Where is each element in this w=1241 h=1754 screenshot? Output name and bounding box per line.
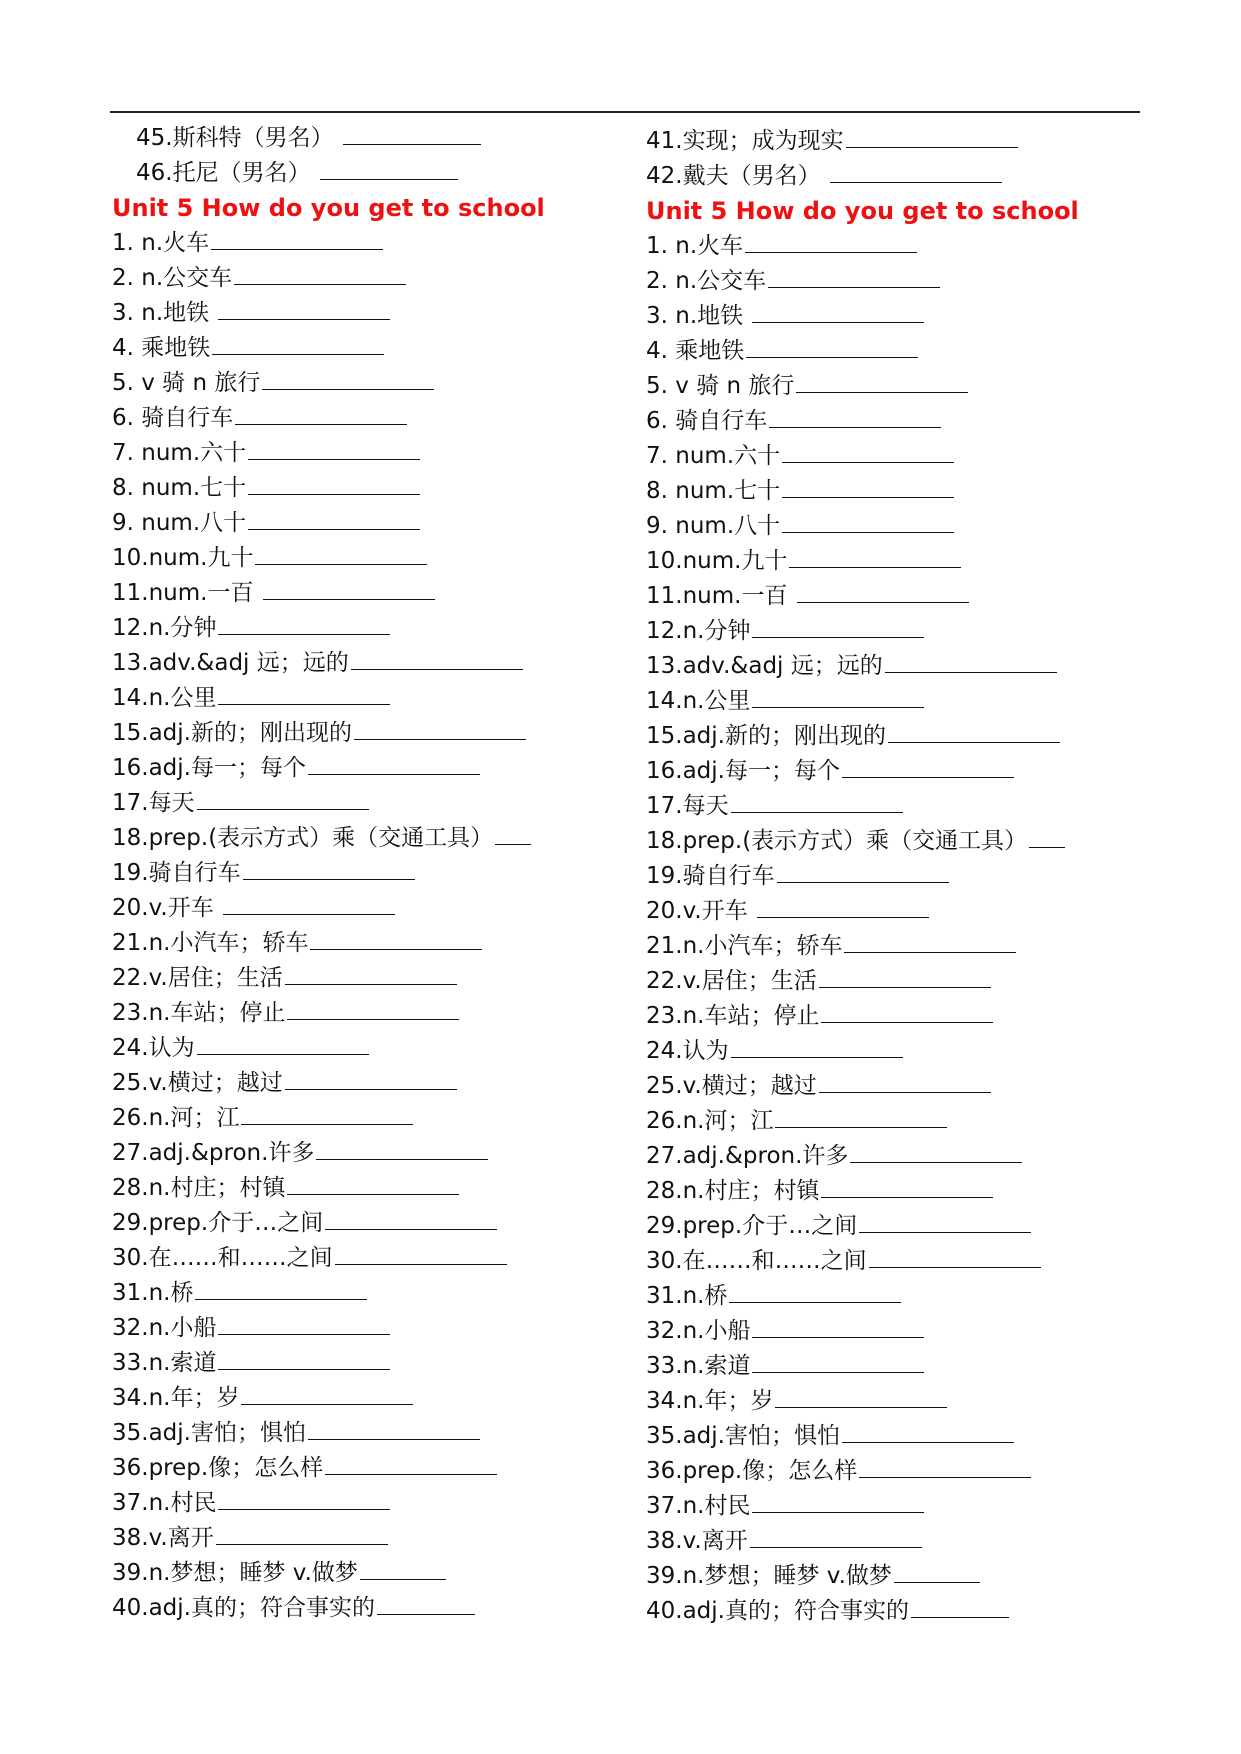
item-label: 13.adv.&adj 远；远的 xyxy=(646,653,883,679)
answer-blank[interactable] xyxy=(211,227,383,250)
answer-blank[interactable] xyxy=(752,300,924,323)
list-item xyxy=(646,1244,1079,1279)
item-label: 25.v.横过；越过 xyxy=(112,1070,283,1096)
answer-blank[interactable] xyxy=(285,962,457,985)
answer-blank[interactable] xyxy=(197,1032,369,1055)
answer-blank[interactable] xyxy=(859,1210,1031,1233)
answer-blank[interactable] xyxy=(1029,825,1065,848)
answer-blank[interactable] xyxy=(894,1560,980,1583)
item-label: 20.v.开车 xyxy=(646,898,748,924)
item-label: 14.n.公里 xyxy=(646,688,751,714)
item-label: 35.adj.害怕；惧怕 xyxy=(112,1420,306,1446)
answer-blank[interactable] xyxy=(241,1382,413,1405)
item-label: 26.n.河；江 xyxy=(112,1105,240,1131)
item-label: 19.骑自行车 xyxy=(112,860,241,886)
item-label: 2. n.公交车 xyxy=(112,265,233,291)
answer-blank[interactable] xyxy=(745,230,917,253)
right-column xyxy=(646,124,1079,1629)
answer-blank[interactable] xyxy=(255,542,427,565)
list-item xyxy=(112,1521,545,1556)
answer-blank[interactable] xyxy=(212,332,384,355)
answer-blank[interactable] xyxy=(218,682,390,705)
list-item xyxy=(646,999,1079,1034)
answer-blank[interactable] xyxy=(775,1105,947,1128)
answer-blank[interactable] xyxy=(351,647,523,670)
answer-blank[interactable] xyxy=(752,1350,924,1373)
list-item xyxy=(646,649,1079,684)
item-label: 17.每天 xyxy=(112,790,195,816)
list-item xyxy=(646,1209,1079,1244)
item-list xyxy=(646,229,1079,1629)
item-list xyxy=(112,226,545,1626)
item-label: 14.n.公里 xyxy=(112,685,217,711)
item-label: 9. num.八十 xyxy=(646,513,781,539)
item-label: 1. n.火车 xyxy=(112,230,210,256)
answer-blank[interactable] xyxy=(782,440,954,463)
list-item xyxy=(646,1104,1079,1139)
answer-blank[interactable] xyxy=(769,405,941,428)
answer-blank[interactable] xyxy=(262,367,434,390)
item-label: 6. 骑自行车 xyxy=(112,405,234,431)
item-label: 3. n.地铁 xyxy=(646,303,744,329)
list-item xyxy=(112,1206,545,1241)
answer-blank[interactable] xyxy=(308,1417,480,1440)
answer-blank[interactable] xyxy=(234,262,406,285)
list-item xyxy=(112,506,545,541)
list-item xyxy=(112,261,545,296)
list-item xyxy=(112,331,545,366)
answer-blank[interactable] xyxy=(316,1137,488,1160)
list-item xyxy=(646,264,1079,299)
answer-blank[interactable] xyxy=(243,857,415,880)
item-label: 31.n.桥 xyxy=(646,1283,728,1309)
item-label: 22.v.居住；生活 xyxy=(646,968,817,994)
answer-blank[interactable] xyxy=(235,402,407,425)
answer-blank[interactable] xyxy=(285,1067,457,1090)
answer-blank[interactable] xyxy=(354,717,526,740)
answer-blank[interactable] xyxy=(248,437,420,460)
list-item xyxy=(112,856,545,891)
item-label: 12.n.分钟 xyxy=(646,618,751,644)
answer-blank[interactable] xyxy=(195,1277,367,1300)
header-rule xyxy=(110,111,1140,113)
answer-blank[interactable] xyxy=(495,822,531,845)
list-item xyxy=(646,544,1079,579)
list-item xyxy=(646,1559,1079,1594)
item-label: 42.戴夫（男名） xyxy=(646,163,821,189)
pre-item xyxy=(646,159,1079,194)
item-label: 6. 骑自行车 xyxy=(646,408,768,434)
answer-blank[interactable] xyxy=(343,122,481,145)
answer-blank[interactable] xyxy=(750,1525,922,1548)
list-item xyxy=(646,894,1079,929)
answer-blank[interactable] xyxy=(752,685,924,708)
item-label: 34.n.年；岁 xyxy=(646,1388,774,1414)
list-item xyxy=(646,1489,1079,1524)
answer-blank[interactable] xyxy=(731,790,903,813)
answer-blank[interactable] xyxy=(325,1207,497,1230)
list-item xyxy=(646,1349,1079,1384)
list-item xyxy=(112,751,545,786)
list-item xyxy=(646,229,1079,264)
answer-blank[interactable] xyxy=(263,577,435,600)
answer-blank[interactable] xyxy=(757,895,929,918)
item-label: 38.v.离开 xyxy=(112,1525,214,1551)
item-label: 40.adj.真的；符合事实的 xyxy=(112,1595,375,1621)
answer-blank[interactable] xyxy=(782,475,954,498)
item-label: 5. v 骑 n 旅行 xyxy=(646,373,795,399)
list-item xyxy=(112,1276,545,1311)
answer-blank[interactable] xyxy=(218,1347,390,1370)
item-label: 23.n.车站；停止 xyxy=(112,1000,286,1026)
list-item xyxy=(112,296,545,331)
answer-blank[interactable] xyxy=(310,927,482,950)
list-item xyxy=(112,1311,545,1346)
answer-blank[interactable] xyxy=(308,752,480,775)
answer-blank[interactable] xyxy=(842,1420,1014,1443)
answer-blank[interactable] xyxy=(218,1487,390,1510)
answer-blank[interactable] xyxy=(731,1035,903,1058)
item-label: 33.n.索道 xyxy=(112,1350,217,1376)
answer-blank[interactable] xyxy=(821,1175,993,1198)
answer-blank[interactable] xyxy=(869,1245,1041,1268)
answer-blank[interactable] xyxy=(850,1140,1022,1163)
answer-blank[interactable] xyxy=(844,930,1016,953)
item-label: 35.adj.害怕；惧怕 xyxy=(646,1423,840,1449)
answer-blank[interactable] xyxy=(197,787,369,810)
answer-blank[interactable] xyxy=(320,157,458,180)
list-item xyxy=(112,471,545,506)
pre-item xyxy=(112,156,545,191)
pre-item xyxy=(646,124,1079,159)
item-label: 18.prep.(表示方式）乘（交通工具） xyxy=(646,828,1028,854)
answer-blank[interactable] xyxy=(248,472,420,495)
item-label: 29.prep.介于…之间 xyxy=(112,1210,324,1236)
item-label: 38.v.离开 xyxy=(646,1528,748,1554)
item-label: 18.prep.(表示方式）乘（交通工具） xyxy=(112,825,494,851)
list-item xyxy=(646,474,1079,509)
item-label: 28.n.村庄；村镇 xyxy=(112,1175,286,1201)
item-label: 30.在……和……之间 xyxy=(646,1248,867,1274)
item-label: 15.adj.新的；刚出现的 xyxy=(112,720,352,746)
unit-title: Unit 5 How do you get to school xyxy=(112,194,545,222)
item-label: 45.斯科特（男名） xyxy=(136,125,334,151)
pre-item xyxy=(112,121,545,156)
item-label: 26.n.河；江 xyxy=(646,1108,774,1134)
item-label: 7. num.六十 xyxy=(112,440,247,466)
list-item xyxy=(112,611,545,646)
item-label: 36.prep.像；怎么样 xyxy=(112,1455,324,1481)
list-item xyxy=(646,824,1079,859)
item-label: 10.num.九十 xyxy=(112,545,254,571)
item-label: 46.托尼（男名） xyxy=(136,160,311,186)
list-item xyxy=(646,1139,1079,1174)
item-label: 37.n.村民 xyxy=(646,1493,751,1519)
answer-blank[interactable] xyxy=(797,580,969,603)
answer-blank[interactable] xyxy=(885,650,1057,673)
item-label: 37.n.村民 xyxy=(112,1490,217,1516)
item-label: 19.骑自行车 xyxy=(646,863,775,889)
list-item xyxy=(646,859,1079,894)
answer-blank[interactable] xyxy=(789,545,961,568)
list-item xyxy=(646,1034,1079,1069)
answer-blank[interactable] xyxy=(287,1172,459,1195)
answer-blank[interactable] xyxy=(775,1385,947,1408)
unit-title: Unit 5 How do you get to school xyxy=(646,197,1079,225)
list-item xyxy=(646,754,1079,789)
list-item xyxy=(646,1594,1079,1629)
answer-blank[interactable] xyxy=(377,1592,475,1615)
item-label: 24.认为 xyxy=(112,1035,195,1061)
list-item xyxy=(646,964,1079,999)
list-item xyxy=(646,789,1079,824)
list-item xyxy=(646,509,1079,544)
list-item xyxy=(112,1241,545,1276)
item-label: 39.n.梦想；睡梦 v.做梦 xyxy=(112,1560,358,1586)
answer-blank[interactable] xyxy=(846,125,1018,148)
list-item xyxy=(112,961,545,996)
list-item xyxy=(646,404,1079,439)
list-item xyxy=(112,681,545,716)
list-item xyxy=(112,541,545,576)
answer-blank[interactable] xyxy=(821,1000,993,1023)
list-item xyxy=(112,716,545,751)
item-label: 1. n.火车 xyxy=(646,233,744,259)
item-label: 31.n.桥 xyxy=(112,1280,194,1306)
list-item xyxy=(646,1454,1079,1489)
item-label: 2. n.公交车 xyxy=(646,268,767,294)
answer-blank[interactable] xyxy=(911,1595,1009,1618)
item-label: 8. num.七十 xyxy=(646,478,781,504)
list-item xyxy=(112,1486,545,1521)
answer-blank[interactable] xyxy=(842,755,1014,778)
answer-blank[interactable] xyxy=(746,335,918,358)
list-item xyxy=(646,929,1079,964)
item-label: 16.adj.每一；每个 xyxy=(112,755,306,781)
list-item xyxy=(646,614,1079,649)
answer-blank[interactable] xyxy=(287,997,459,1020)
item-label: 3. n.地铁 xyxy=(112,300,210,326)
answer-blank[interactable] xyxy=(830,160,1002,183)
list-item xyxy=(112,1136,545,1171)
list-item xyxy=(112,821,545,856)
answer-blank[interactable] xyxy=(752,1315,924,1338)
list-item xyxy=(646,579,1079,614)
item-label: 32.n.小船 xyxy=(112,1315,217,1341)
item-label: 30.在……和……之间 xyxy=(112,1245,333,1271)
list-item xyxy=(112,1591,545,1626)
answer-blank[interactable] xyxy=(777,860,949,883)
item-label: 34.n.年；岁 xyxy=(112,1385,240,1411)
list-item xyxy=(112,1451,545,1486)
answer-blank[interactable] xyxy=(859,1455,1031,1478)
answer-blank[interactable] xyxy=(782,510,954,533)
list-item xyxy=(112,1031,545,1066)
list-item xyxy=(112,1416,545,1451)
list-item xyxy=(112,401,545,436)
answer-blank[interactable] xyxy=(216,1522,388,1545)
answer-blank[interactable] xyxy=(325,1452,497,1475)
item-label: 4. 乘地铁 xyxy=(646,338,745,364)
item-label: 5. v 骑 n 旅行 xyxy=(112,370,261,396)
list-item xyxy=(646,1069,1079,1104)
list-item xyxy=(112,436,545,471)
answer-blank[interactable] xyxy=(888,720,1060,743)
item-label: 12.n.分钟 xyxy=(112,615,217,641)
item-label: 16.adj.每一；每个 xyxy=(646,758,840,784)
answer-blank[interactable] xyxy=(218,297,390,320)
answer-blank[interactable] xyxy=(241,1102,413,1125)
item-label: 28.n.村庄；村镇 xyxy=(646,1178,820,1204)
answer-blank[interactable] xyxy=(819,965,991,988)
item-label: 4. 乘地铁 xyxy=(112,335,211,361)
item-label: 23.n.车站；停止 xyxy=(646,1003,820,1029)
answer-blank[interactable] xyxy=(796,370,968,393)
list-item xyxy=(112,1101,545,1136)
item-label: 21.n.小汽车；轿车 xyxy=(112,930,309,956)
list-item xyxy=(646,684,1079,719)
answer-blank[interactable] xyxy=(729,1280,901,1303)
item-label: 27.adj.&pron.许多 xyxy=(112,1140,315,1166)
list-item xyxy=(112,1346,545,1381)
list-item xyxy=(112,576,545,611)
list-item xyxy=(112,646,545,681)
list-item xyxy=(646,1384,1079,1419)
item-label: 8. num.七十 xyxy=(112,475,247,501)
item-label: 11.num.一百 xyxy=(112,580,254,606)
item-label: 17.每天 xyxy=(646,793,729,819)
answer-blank[interactable] xyxy=(335,1242,507,1265)
list-item xyxy=(112,926,545,961)
item-label: 33.n.索道 xyxy=(646,1353,751,1379)
item-label: 27.adj.&pron.许多 xyxy=(646,1143,849,1169)
list-item xyxy=(646,1174,1079,1209)
item-label: 22.v.居住；生活 xyxy=(112,965,283,991)
list-item xyxy=(112,226,545,261)
item-label: 20.v.开车 xyxy=(112,895,214,921)
item-label: 10.num.九十 xyxy=(646,548,788,574)
item-label: 29.prep.介于…之间 xyxy=(646,1213,858,1239)
answer-blank[interactable] xyxy=(248,507,420,530)
answer-blank[interactable] xyxy=(768,265,940,288)
list-item xyxy=(646,439,1079,474)
list-item xyxy=(646,1419,1079,1454)
item-label: 9. num.八十 xyxy=(112,510,247,536)
list-item xyxy=(646,334,1079,369)
answer-blank[interactable] xyxy=(360,1557,446,1580)
answer-blank[interactable] xyxy=(218,1312,390,1335)
list-item xyxy=(646,369,1079,404)
list-item xyxy=(112,786,545,821)
list-item xyxy=(646,1279,1079,1314)
list-item xyxy=(646,1524,1079,1559)
item-label: 21.n.小汽车；轿车 xyxy=(646,933,843,959)
item-label: 24.认为 xyxy=(646,1038,729,1064)
list-item xyxy=(646,1314,1079,1349)
item-label: 32.n.小船 xyxy=(646,1318,751,1344)
list-item xyxy=(112,366,545,401)
answer-blank[interactable] xyxy=(752,1490,924,1513)
item-label: 39.n.梦想；睡梦 v.做梦 xyxy=(646,1563,892,1589)
list-item xyxy=(646,299,1079,334)
list-item xyxy=(112,1171,545,1206)
list-item xyxy=(112,996,545,1031)
item-label: 36.prep.像；怎么样 xyxy=(646,1458,858,1484)
answer-blank[interactable] xyxy=(223,892,395,915)
left-column xyxy=(112,121,545,1626)
answer-blank[interactable] xyxy=(819,1070,991,1093)
answer-blank[interactable] xyxy=(218,612,390,635)
item-label: 15.adj.新的；刚出现的 xyxy=(646,723,886,749)
list-item xyxy=(646,719,1079,754)
item-label: 7. num.六十 xyxy=(646,443,781,469)
answer-blank[interactable] xyxy=(752,615,924,638)
item-label: 13.adv.&adj 远；远的 xyxy=(112,650,349,676)
list-item xyxy=(112,891,545,926)
list-item xyxy=(112,1066,545,1101)
item-label: 11.num.一百 xyxy=(646,583,788,609)
item-label: 25.v.横过；越过 xyxy=(646,1073,817,1099)
list-item xyxy=(112,1381,545,1416)
item-label: 41.实现；成为现实 xyxy=(646,128,844,154)
list-item xyxy=(112,1556,545,1591)
item-label: 40.adj.真的；符合事实的 xyxy=(646,1598,909,1624)
